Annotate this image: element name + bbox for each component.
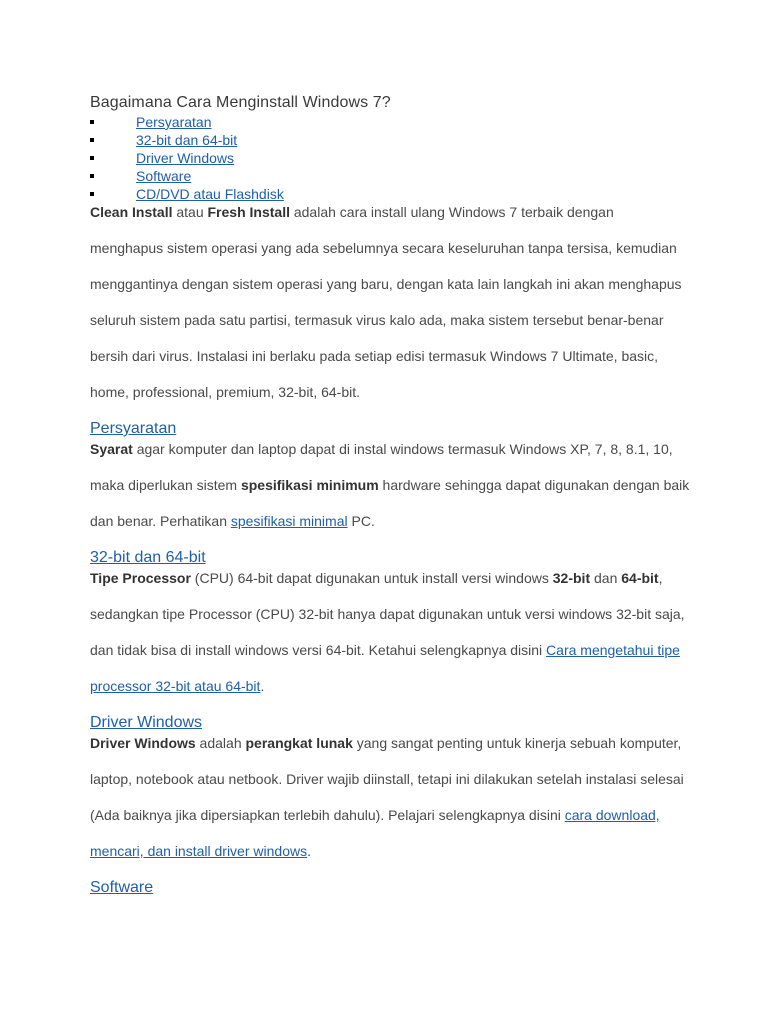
toc-link-cd-dvd[interactable]: CD/DVD atau Flashdisk [136, 186, 284, 202]
link-cara-download-driver[interactable]: cara download, mencari, dan install driver windows [90, 807, 660, 859]
toc-item [90, 185, 690, 203]
toc-item [90, 131, 690, 149]
paragraph-text: adalah [195, 735, 246, 751]
paragraph-text: dan [590, 570, 622, 586]
paragraph-text: , sedangkan tipe Processor (CPU) 32-bit hanya dapat digunakan untuk versi windows 32-bit saja, dan tidak bisa di install windows versi 64-bit. Ketahui selengkapnya disini [90, 570, 685, 658]
bullet-icon [90, 156, 94, 160]
bold-perangkat-lunak: perangkat lunak [245, 735, 353, 751]
intro-bold-clean-install: Clean Install [90, 204, 173, 220]
link-cara-mengetahui-tipe-processor[interactable]: Cara mengetahui tipe processor 32-bit atau 64-bit [90, 642, 680, 694]
paragraph-text: . [260, 678, 265, 694]
section-32-64-bit [90, 548, 690, 704]
toc-link-software[interactable]: Software [136, 168, 192, 184]
intro-text: atau [172, 204, 208, 220]
link-spesifikasi-minimal[interactable]: spesifikasi minimal [230, 513, 348, 529]
driver-paragraph [90, 725, 690, 869]
page-title: Bagaimana Cara Menginstall Windows 7? [90, 94, 391, 111]
paragraph-text: (CPU) 64-bit dapat digunakan untuk install versi windows [190, 570, 553, 586]
paragraph-text: hardware sehingga dapat digunakan dengan baik dan benar. Perhatikan [90, 477, 690, 529]
toc-link-32-64-bit[interactable]: 32-bit dan 64-bit [136, 132, 238, 148]
intro-bold-fresh-install: Fresh Install [207, 204, 290, 220]
toc-item [90, 149, 690, 167]
bold-spesifikasi-minimum: spesifikasi minimum [240, 477, 379, 493]
bold-driver-windows: Driver Windows [90, 735, 196, 751]
intro-paragraph [90, 194, 690, 410]
paragraph-text: . [307, 843, 311, 859]
toc-item [90, 113, 690, 131]
table-of-contents [90, 113, 690, 203]
bullet-icon [90, 138, 94, 142]
document-body [90, 93, 690, 898]
bullet-icon [90, 192, 94, 196]
section-heading-software [90, 878, 690, 898]
heading-link-32-64-bit[interactable]: 32-bit dan 64-bit [90, 549, 206, 566]
heading-link-software[interactable]: Software [90, 879, 154, 896]
bold-tipe-processor: Tipe Processor [90, 570, 191, 586]
bit-paragraph [90, 560, 690, 704]
paragraph-text: yang sangat penting untuk kinerja sebuah komputer, laptop, notebook atau netbook. Driver wajib diinstall, tetapi ini dilakukan setelah instalasi selesai (Ada baiknya jika dipersiapkan terlebih dahulu). Pelajari selengkapnya disini [90, 735, 684, 823]
paragraph-text: agar komputer dan laptop dapat di instal windows termasuk Windows XP, 7, 8, 8.1, 10, maka diperlukan sistem [90, 441, 673, 493]
toc-item [90, 167, 690, 185]
section-persyaratan [90, 419, 690, 539]
toc-link-driver-windows[interactable]: Driver Windows [136, 150, 235, 166]
heading-link-driver-windows[interactable]: Driver Windows [90, 714, 203, 731]
paragraph-text: PC. [347, 513, 375, 529]
bullet-icon [90, 174, 94, 178]
section-driver-windows [90, 713, 690, 869]
bold-32-bit: 32-bit [552, 570, 591, 586]
toc-link-persyaratan[interactable]: Persyaratan [136, 114, 212, 130]
bold-64-bit: 64-bit [621, 570, 659, 586]
bullet-icon [90, 120, 94, 124]
heading-link-persyaratan[interactable]: Persyaratan [90, 420, 177, 437]
persyaratan-paragraph [90, 431, 690, 539]
section-software [90, 878, 690, 898]
bold-syarat: Syarat [90, 441, 133, 457]
intro-text: adalah cara install ulang Windows 7 terbaik dengan menghapus sistem operasi yang ada sebelumnya secara keseluruhan tanpa tersisa, kemudian menggantinya dengan sistem operasi yang baru, dengan kata lain langkah ini akan menghapus seluruh sistem pada satu partisi, termasuk virus kalo ada, maka sistem tersebut benar-benar bersih dari virus. Instalasi ini berlaku pada setiap edisi termasuk Windows 7 Ultimate, basic, home, professional, premium, 32-bit, 64-bit. [90, 204, 682, 400]
